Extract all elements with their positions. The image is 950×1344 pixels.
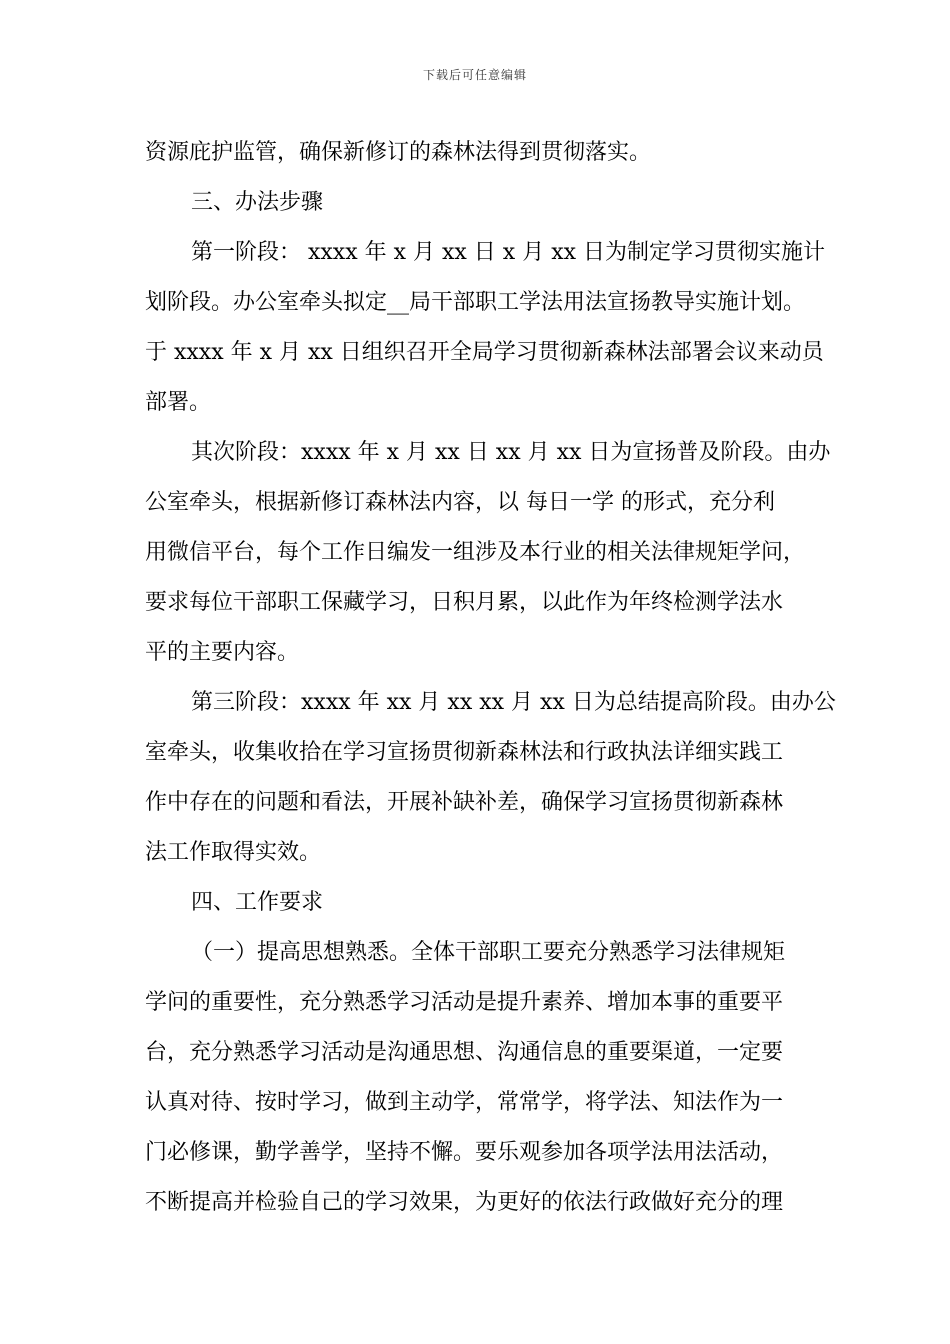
- text-line: 于 xxxx 年 x 月 xx 日组织召开全局学习贯彻新森林法部署会议来动员: [145, 340, 824, 365]
- text-line: 门必修课，勤学善学，坚持不懈。要乐观参加各项学法用法活动，: [145, 1140, 784, 1165]
- text-line: 法工作取得实效。: [145, 840, 322, 865]
- text-line: 第一阶段： xxxx 年 x 月 xx 日 x 月 xx 日为制定学习贯彻实施计: [191, 240, 826, 265]
- text-line: 认真对待、按时学习，做到主动学，常常学，将学法、知法作为一: [145, 1090, 784, 1115]
- text-line: 室牵头，收集收拾在学习宣扬贯彻新森林法和行政执法详细实践工: [145, 740, 784, 765]
- section-heading: 三、办法步骤: [191, 190, 324, 215]
- text-line: 要求每位干部职工保藏学习，日积月累，以此作为年终检测学法水: [145, 590, 784, 615]
- text-line: （一）提高思想熟悉。全体干部职工要充分熟悉学习法律规矩: [191, 940, 786, 965]
- text-line: 资源庇护监管，确保新修订的森林法得到贯彻落实。: [145, 140, 652, 165]
- text-line: 其次阶段：xxxx 年 x 月 xx 日 xx 月 xx 日为宣扬普及阶段。由办: [191, 440, 831, 465]
- text-line: 学问的重要性，充分熟悉学习活动是提升素养、增加本事的重要平: [145, 990, 784, 1015]
- text-line: 划阶段。办公室牵头拟定__局干部职工学法用法宣扬教导实施计划。: [145, 290, 806, 315]
- text-line: 不断提高并检验自己的学习效果，为更好的依法行政做好充分的理: [145, 1190, 784, 1215]
- text-line: 公室牵头，根据新修订森林法内容，以 每日一学 的形式，充分利: [145, 490, 775, 515]
- text-line: 部署。: [145, 390, 212, 415]
- section-heading: 四、工作要求: [191, 890, 324, 915]
- text-line: 用微信平台，每个工作日编发一组涉及本行业的相关法律规矩学问，: [145, 540, 806, 565]
- page-header: 下载后可任意编辑: [422, 68, 527, 82]
- text-line: 作中存在的问题和看法，开展补缺补差，确保学习宣扬贯彻新森林: [145, 790, 784, 815]
- text-line: 平的主要内容。: [145, 640, 300, 665]
- text-line: 第三阶段：xxxx 年 xx 月 xx xx 月 xx 日为总结提高阶段。由办公: [191, 690, 836, 715]
- text-line: 台，充分熟悉学习活动是沟通思想、沟通信息的重要渠道，一定要: [145, 1040, 784, 1065]
